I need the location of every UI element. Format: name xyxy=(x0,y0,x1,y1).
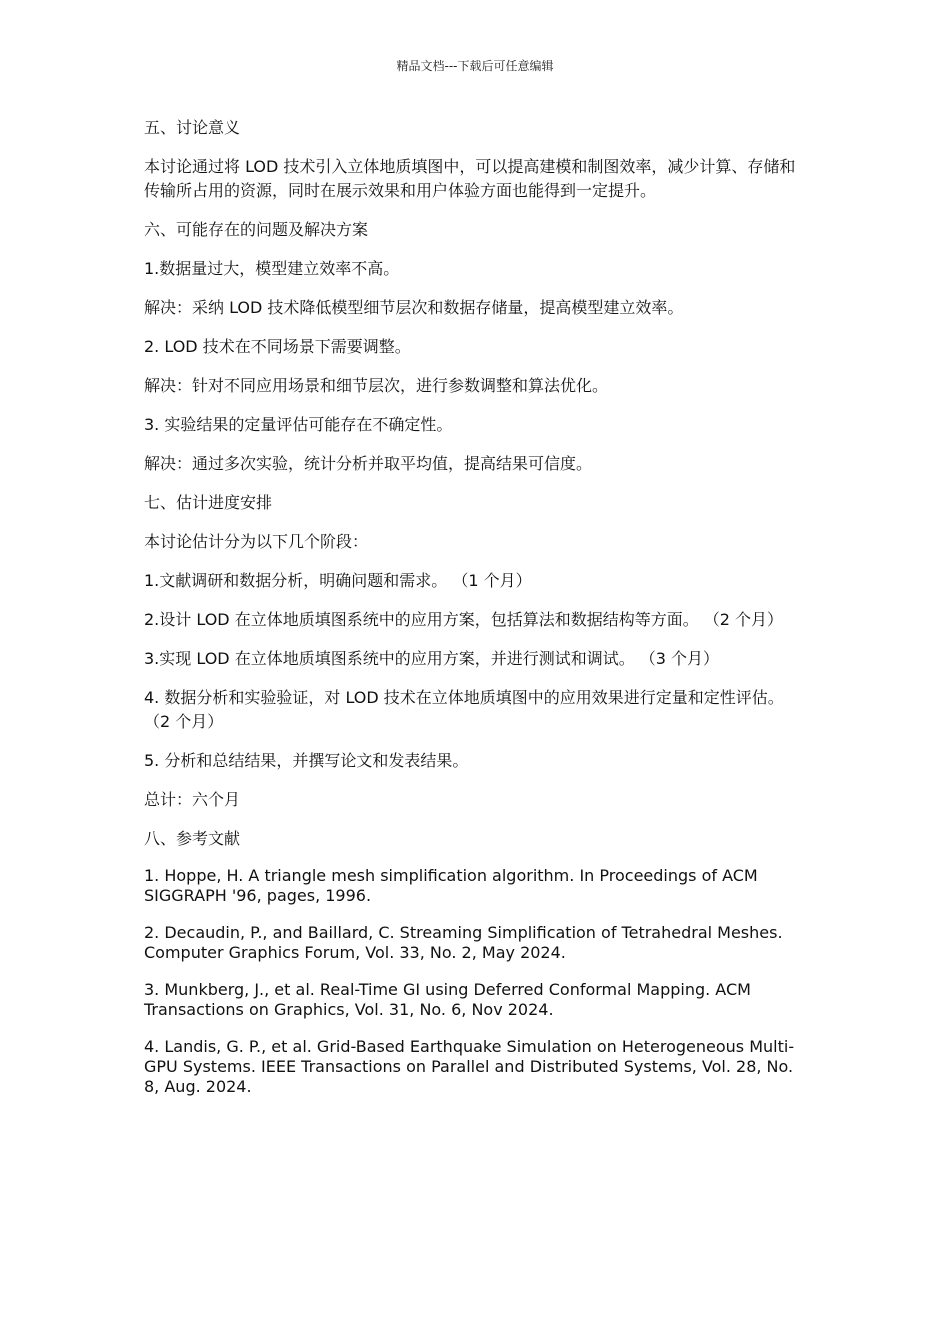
schedule-stage-5: 5. 分析和总结结果，并撰写论文和发表结果。 xyxy=(144,751,469,770)
reference-1: 1. Hoppe, H. A triangle mesh simplification algorithm. In Proceedings of ACM SIGGRAPH '96, pages, 1996. xyxy=(144,866,758,905)
section-heading-problems: 六、可能存在的问题及解决方案 xyxy=(144,220,369,239)
document-body xyxy=(144,116,804,1114)
section-heading-significance: 五、讨论意义 xyxy=(144,118,241,137)
schedule-stage-1: 1.文献调研和数据分析，明确问题和需求。 （1 个月） xyxy=(144,571,532,590)
solution-1: 解决：采纳 LOD 技术降低模型细节层次和数据存储量，提高模型建立效率。 xyxy=(144,298,684,317)
schedule-intro: 本讨论估计分为以下几个阶段： xyxy=(144,532,369,551)
reference-4: 4. Landis, G. P., et al. Grid-Based Earthquake Simulation on Heterogeneous Multi-GPU Systems. IEEE Transactions on Parallel and Distributed Systems, Vol. 28, No. 8, Aug. 2024. xyxy=(144,1037,795,1096)
section-heading-references: 八、参考文献 xyxy=(144,829,241,848)
page-header: 精品文档---下载后可任意编辑 xyxy=(396,59,554,73)
problem-2: 2. LOD 技术在不同场景下需要调整。 xyxy=(144,337,411,356)
paragraph-significance: 本讨论通过将 LOD 技术引入立体地质填图中，可以提高建模和制图效率，减少计算、存储和传输所占用的资源，同时在展示效果和用户体验方面也能得到一定提升。 xyxy=(144,157,796,200)
schedule-total: 总计：六个月 xyxy=(144,790,241,809)
solution-3: 解决：通过多次实验，统计分析并取平均值，提高结果可信度。 xyxy=(144,454,593,473)
schedule-stage-2: 2.设计 LOD 在立体地质填图系统中的应用方案，包括算法和数据结构等方面。 （2 个月） xyxy=(144,610,784,629)
reference-2: 2. Decaudin, P., and Baillard, C. Streaming Simplification of Tetrahedral Meshes. Computer Graphics Forum, Vol. 33, No. 2, May 2024. xyxy=(144,923,783,962)
reference-3: 3. Munkberg, J., et al. Real-Time GI using Deferred Conformal Mapping. ACM Transactions on Graphics, Vol. 31, No. 6, Nov 2024. xyxy=(144,980,751,1019)
section-heading-schedule: 七、估计进度安排 xyxy=(144,493,273,512)
schedule-stage-3: 3.实现 LOD 在立体地质填图系统中的应用方案，并进行测试和调试。 （3 个月） xyxy=(144,649,720,668)
schedule-stage-4: 4. 数据分析和实验验证，对 LOD 技术在立体地质填图中的应用效果进行定量和定性评估。 （2 个月） xyxy=(144,688,784,731)
solution-2: 解决：针对不同应用场景和细节层次，进行参数调整和算法优化。 xyxy=(144,376,609,395)
problem-3: 3. 实验结果的定量评估可能存在不确定性。 xyxy=(144,415,453,434)
problem-1: 1.数据量过大，模型建立效率不高。 xyxy=(144,259,400,278)
